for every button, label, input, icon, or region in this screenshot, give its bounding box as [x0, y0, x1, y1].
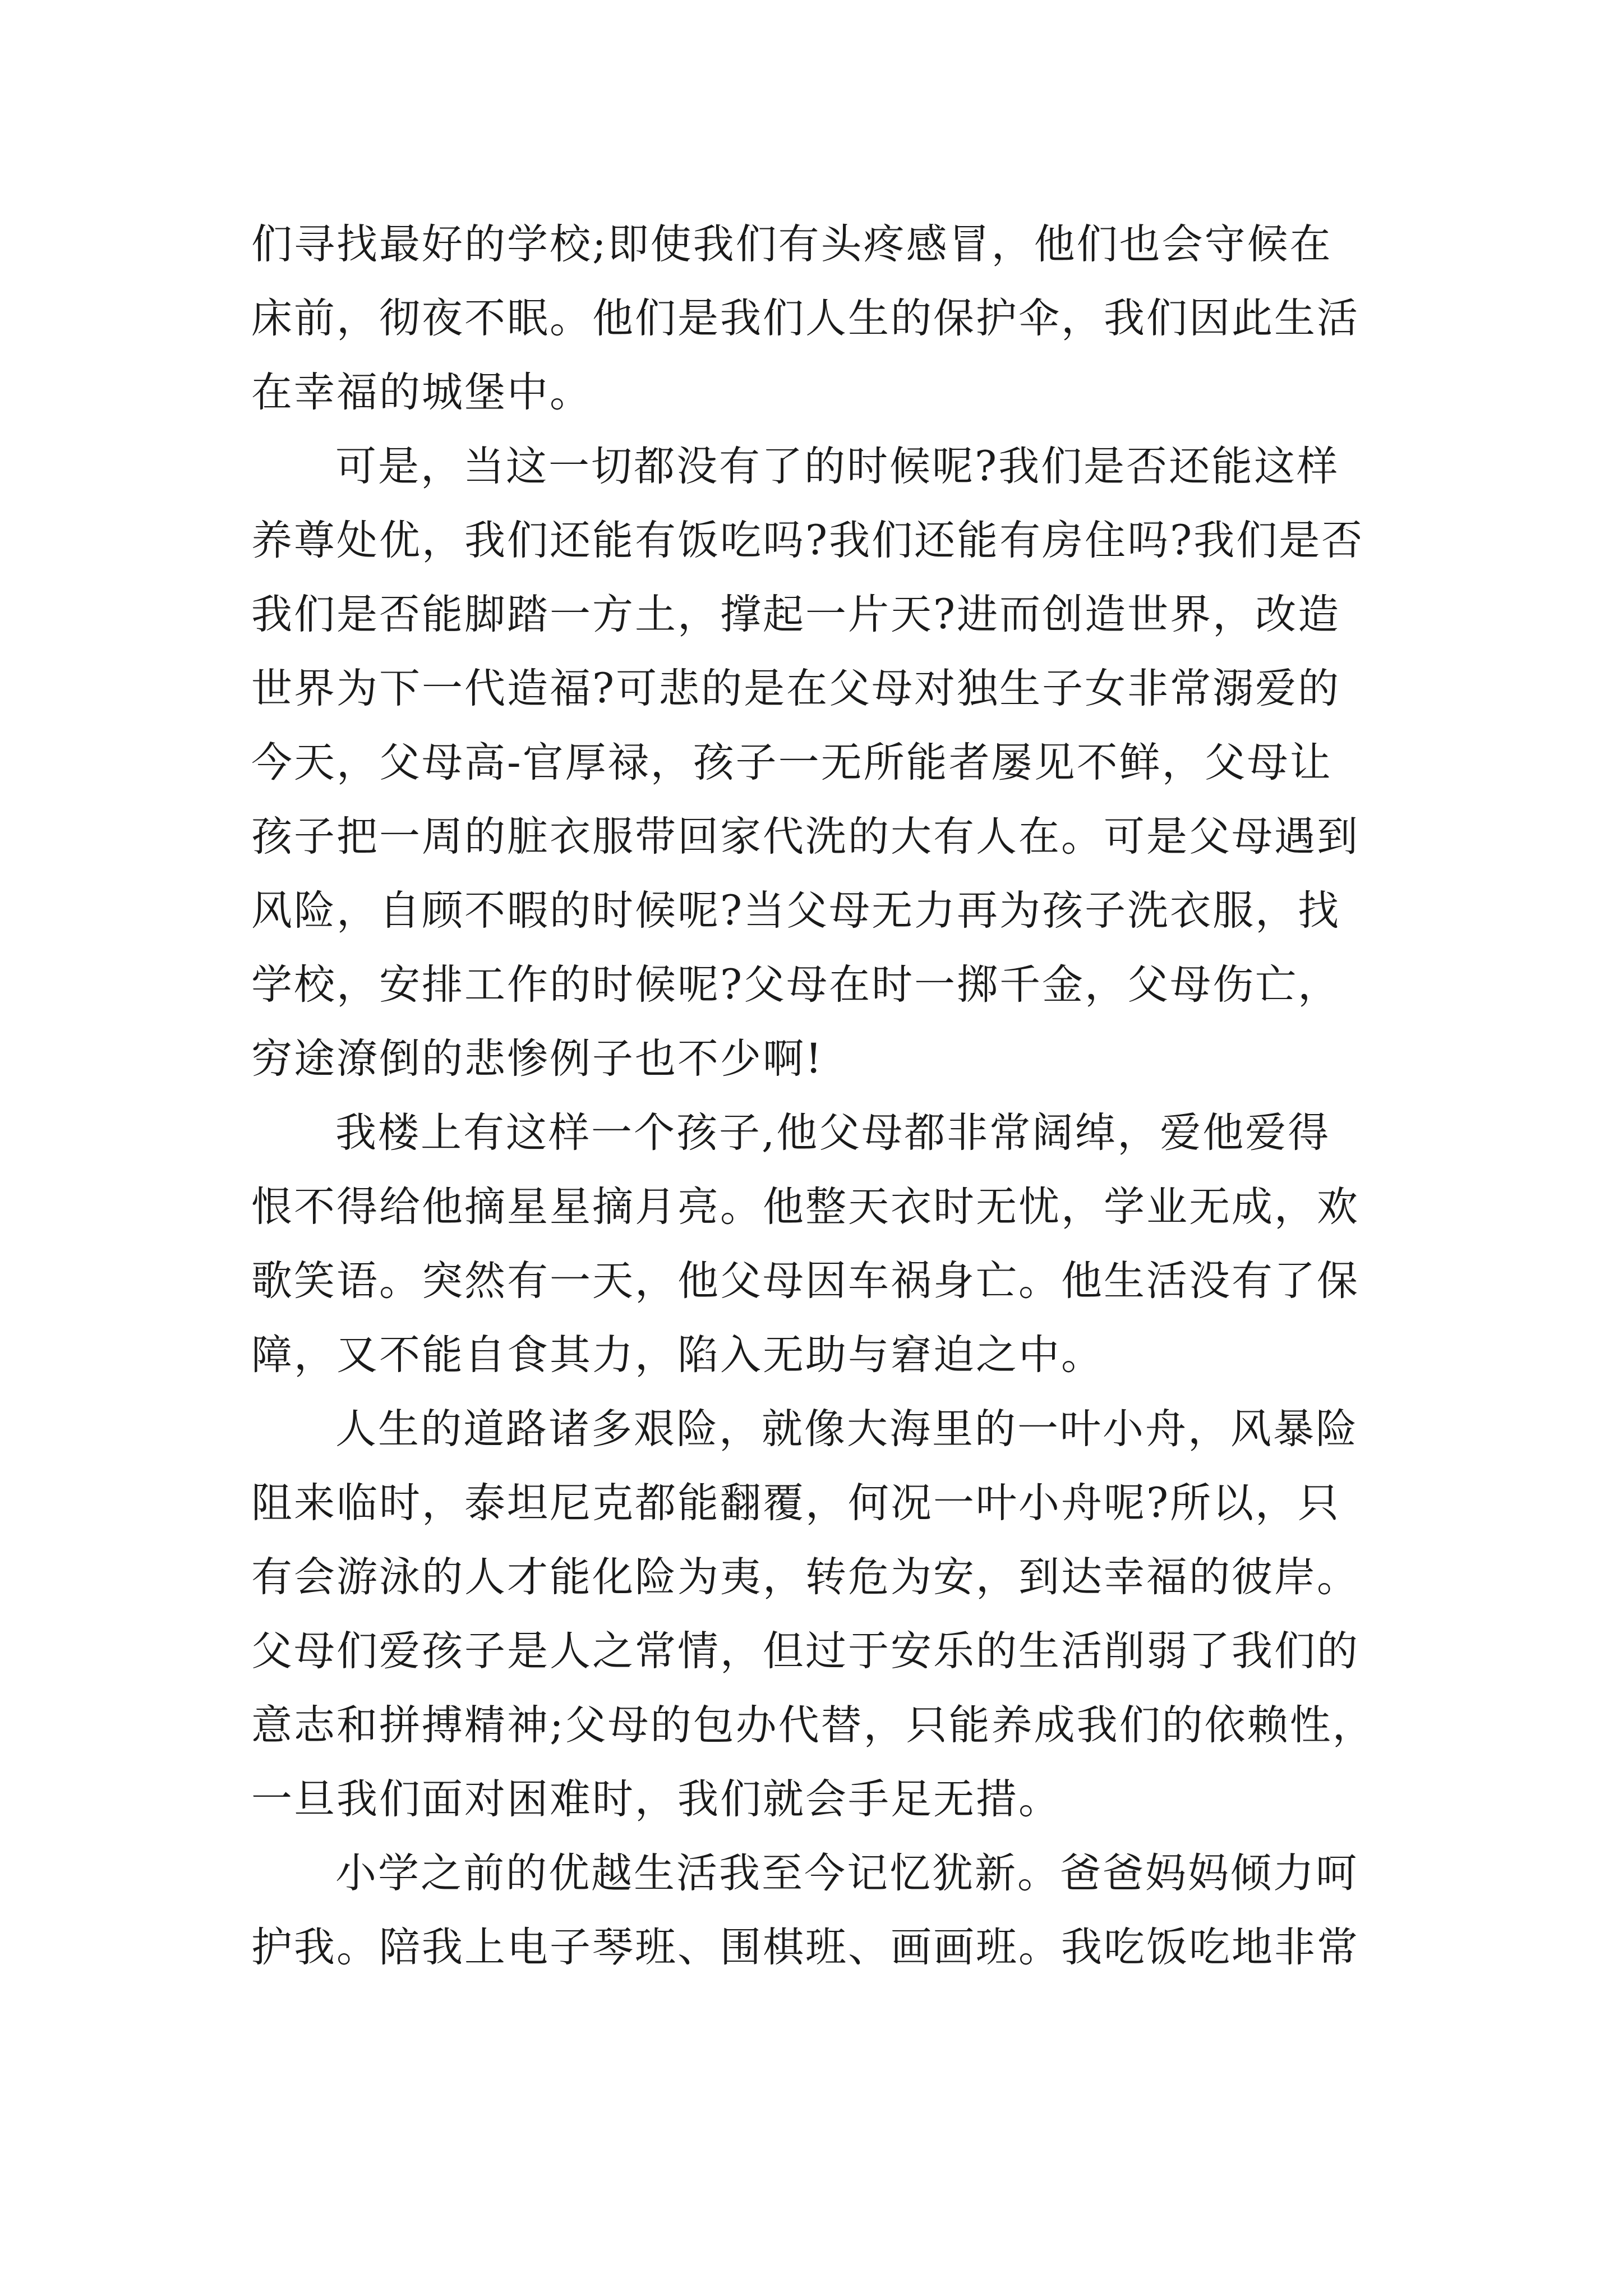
text-line: 孩子把一周的脏衣服带回家代洗的大有人在。可是父母遇到 [251, 813, 1359, 861]
text-line: 世界为下一代造福?可悲的是在父母对独生子女非常溺爱的 [251, 665, 1341, 712]
text-line: 穷途潦倒的悲惨例子也不少啊! [251, 1035, 824, 1083]
paragraph-start-line: 人生的道路诸多艰险，就像大海里的一叶小舟，风暴险 [335, 1405, 1358, 1453]
text-line: 护我。陪我上电子琴班、围棋班、画画班。我吃饭吃地非常 [251, 1924, 1359, 1971]
text-line: 一旦我们面对困难时，我们就会手足无措。 [251, 1775, 1061, 1823]
text-line: 今天，父母高-官厚禄，孩子一无所能者屡见不鲜，父母让 [251, 739, 1332, 786]
body-text [251, 208, 1384, 1985]
paragraph-start-line: 我楼上有这样一个孩子,他父母都非常阔绰，爱他爱得 [335, 1109, 1331, 1157]
text-line: 们寻找最好的学校;即使我们有头疼感冒，他们也会守候在 [251, 220, 1332, 268]
text-line: 风险，自顾不暇的时候呢?当父母无力再为孩子洗衣服，找 [251, 887, 1341, 935]
text-line: 养尊处优，我们还能有饭吃吗?我们还能有房住吗?我们是否 [251, 517, 1364, 564]
text-line: 我们是否能脚踏一方土，撑起一片天?进而创造世界，改造 [251, 591, 1341, 638]
text-line: 有会游泳的人才能化险为夷，转危为安，到达幸福的彼岸。 [251, 1553, 1359, 1601]
paragraph-start-line: 可是，当这一切都没有了的时候呢?我们是否还能这样 [335, 443, 1340, 490]
text-line: 在幸福的城堡中。 [251, 369, 592, 416]
text-line: 床前，彻夜不眠。他们是我们人生的保护伞，我们因此生活 [251, 295, 1359, 342]
text-line: 歌笑语。突然有一天，他父母因车祸身亡。他生活没有了保 [251, 1257, 1359, 1305]
text-line: 障，又不能自食其力，陷入无助与窘迫之中。 [251, 1331, 1104, 1379]
text-line: 意志和拼搏精神;父母的包办代替，只能养成我们的依赖性， [251, 1701, 1375, 1749]
text-line: 恨不得给他摘星星摘月亮。他整天衣时无忧，学业无成，欢 [251, 1183, 1359, 1231]
text-line: 阻来临时，泰坦尼克都能翻覆，何况一叶小舟呢?所以，只 [251, 1479, 1341, 1527]
text-line: 学校，安排工作的时候呢?父母在时一掷千金，父母伤亡， [251, 961, 1341, 1009]
text-line: 父母们爱孩子是人之常情，但过于安乐的生活削弱了我们的 [251, 1627, 1359, 1675]
paragraph-start-line: 小学之前的优越生活我至今记忆犹新。爸爸妈妈倾力呵 [335, 1849, 1358, 1897]
